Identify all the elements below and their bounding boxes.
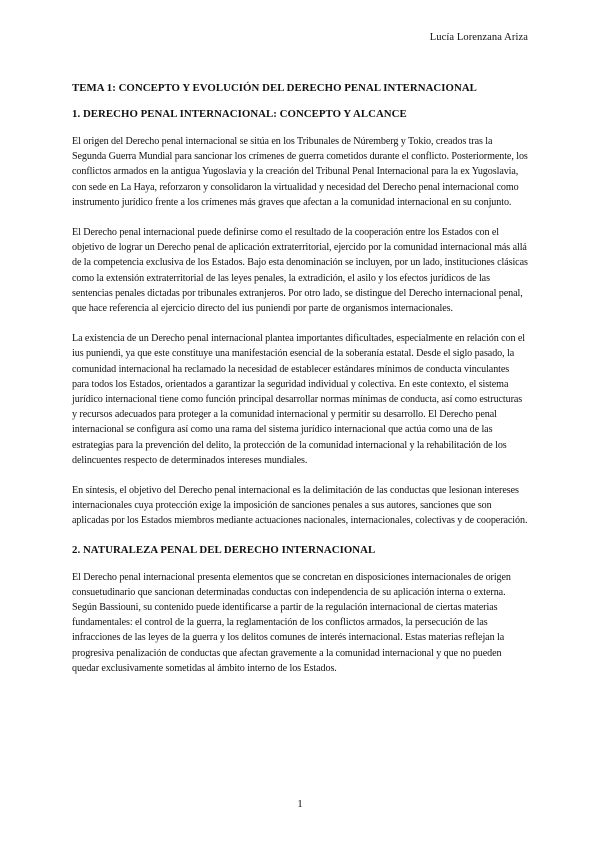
page-number: 1 (297, 798, 303, 810)
paragraph: La existencia de un Derecho penal internacional plantea importantes dificultades, especialmente en relación con el ius puniendi, ya que este constituye una manifestación esencial de la soberanía estatal. Desde el siglo pasado, la comunidad internacional ha reclamado la necesidad de establecer estándares mínimos de conducta vinculantes para todos los Estados, orientados a garantizar la seguridad individual y colectiva. En este contexto, el sistema jurídico internacional tiene como función principal desarrollar normas mínimas de conducta, así como estructuras y recursos adecuados para proteger a la comunidad internacional y permitir su desarrollo. El Derecho penal internacional se configura así como una rama del sistema jurídico internacional que actúa como una de las estrategias para la prevención del delito, la protección de la comunidad internacional y la rehabilitación de los delincuentes respecto de determinados intereses mundiales. (72, 333, 526, 466)
paragraph: El Derecho penal internacional puede definirse como el resultado de la cooperación entre los Estados con el objetivo de lograr un Derecho penal de aplicación extraterritorial, ejercido por la comunidad internacional más allá de la competencia exclusiva de los Estados. Bajo esta denominación se incluyen, por un lado, instituciones clásicas como la extensión extraterritorial de las leyes penales, la extradición, el asilo y los efectos jurídicos de las sentencias penales dictadas por tribunales extranjeros. Por otro lado, se distingue del Derecho internacional penal, que hace referencia al ejercicio directo del ius puniendi por parte de organismos internacionales. (72, 227, 528, 315)
paragraph: El Derecho penal internacional presenta elementos que se concretan en disposiciones internacionales de origen consuetudinario que sancionan determinadas conductas con independencia de su aplicación interna o externa. Según Bassiouni, su contenido puede identificarse a partir de la regulación internacional de ciertas materias fundamentales: el control de la guerra, la reglamentación de los conflictos armados, la persecución de las infracciones de las leyes de la guerra y los delitos comunes de interés internacional. Estas materias reflejan la progresiva penalización de conductas que afectan gravemente a la comunidad internacional y que no pueden quedar exclusivamente sometidas al ámbito interno de los Estados. (72, 571, 511, 674)
section-1-heading: 1. DERECHO PENAL INTERNACIONAL: CONCEPTO Y ALCANCE (72, 108, 407, 120)
document-body (72, 82, 528, 691)
document-title: TEMA 1: CONCEPTO Y EVOLUCIÓN DEL DERECHO PENAL INTERNACIONAL (72, 82, 477, 94)
paragraph: En síntesis, el objetivo del Derecho penal internacional es la delimitación de las conductas que lesionan intereses internacionales cuya protección exige la imposición de sanciones penales a sus autores, sanciones que son aplicadas por los Estados miembros mediante actuaciones nacionales, internacionales, colectivas y de cooperación. (72, 485, 528, 527)
paragraph: El origen del Derecho penal internacional se sitúa en los Tribunales de Núremberg y Tokio, creados tras la Segunda Guerra Mundial para sancionar los crímenes de guerra cometidos durante el conflicto. Posteriormente, los conflictos armados en la antigua Yugoslavia y la creación del Tribunal Penal Internacional para la ex Yugoslavia, con sede en La Haya, reforzaron y consolidaron la virtualidad y necesidad del Derecho penal internacional como instrumento jurídico frente a los crímenes más graves que afectan a la comunidad internacional en su conjunto. (72, 136, 528, 208)
section-2-heading: 2. NATURALEZA PENAL DEL DERECHO INTERNACIONAL (72, 543, 376, 556)
author-header: Lucía Lorenzana Ariza (429, 32, 528, 43)
